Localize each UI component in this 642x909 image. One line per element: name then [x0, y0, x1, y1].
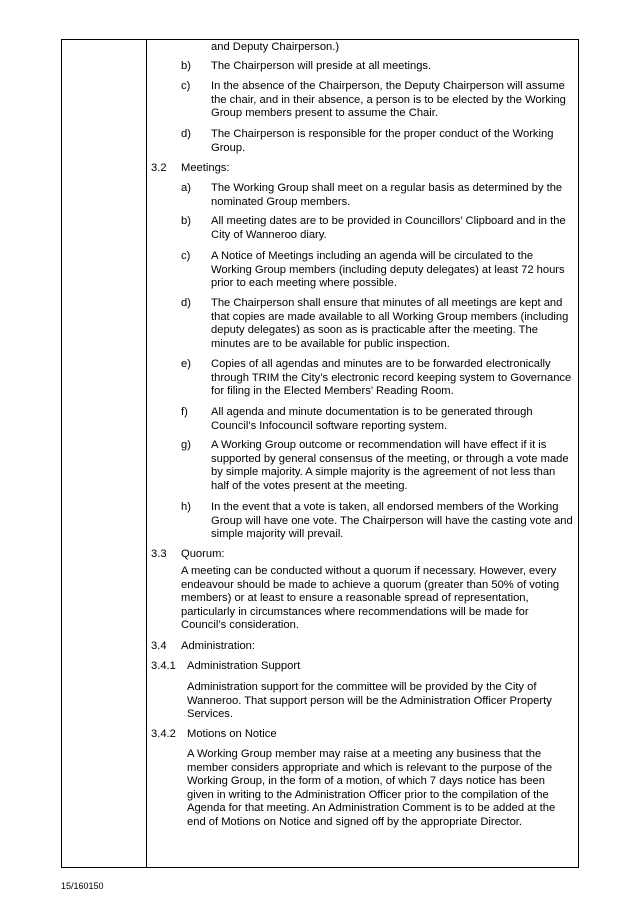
- list-item-text: Copies of all agendas and minutes are to be forwarded electronically through TRIM the City’s electronic record keeping system to Governance for filing in the Elected Members’ Reading Room.: [211, 358, 572, 398]
- list-item-letter: f): [181, 406, 188, 418]
- list-item-text: and Deputy Chairperson.): [211, 41, 340, 53]
- document-table: [61, 39, 579, 868]
- list-item-text: All meeting dates are to be provided in Councillors’ Clipboard and in the City of Wanneroo diary.: [211, 215, 566, 241]
- subsection-number: 3.4.1: [151, 660, 176, 672]
- subsection-title: Motions on Notice: [187, 728, 277, 740]
- list-item-letter: a): [181, 182, 191, 194]
- list-item-text: In the absence of the Chairperson, the Deputy Chairperson will assume the chair, and in their absence, a person is to be elected by the Working Group members present to assume the Chair.: [211, 80, 566, 120]
- paragraph-text: Administration support for the committee will be provided by the City of Wanneroo. That support person will be the Administration Officer Property Services.: [187, 681, 552, 721]
- list-item-letter: g): [181, 439, 191, 451]
- list-item-letter: c): [181, 80, 191, 92]
- list-item-letter: d): [181, 297, 191, 309]
- list-item-letter: c): [181, 250, 191, 262]
- list-item-letter: h): [181, 501, 191, 513]
- list-item-text: The Working Group shall meet on a regular basis as determined by the nominated Group members.: [211, 182, 563, 208]
- list-item-letter: e): [181, 358, 191, 370]
- section-title: Meetings:: [181, 162, 230, 174]
- list-item-text: A Working Group outcome or recommendation will have effect if it is supported by general consensus of the meeting, or through a vote made by simple majority. A simple majority is the agreement of not less than half of the votes present at the meeting.: [211, 439, 569, 492]
- section-title: Quorum:: [181, 548, 225, 560]
- list-item-letter: b): [181, 215, 191, 227]
- subsection-title: Administration Support: [187, 660, 301, 672]
- paragraph-text: A meeting can be conducted without a quorum if necessary. However, every endeavour should be made to achieve a quorum (greater than 50% of voting members) or at least to ensure a reasonable spread of representation, particularly in circumstances where recommendations will be made for Council’s consideration.: [181, 565, 560, 632]
- table-content-cell: [148, 40, 578, 867]
- section-number: 3.4: [151, 640, 167, 652]
- section-number: 3.2: [151, 162, 167, 174]
- list-item-text: The Chairperson shall ensure that minutes of all meetings are kept and that copies are made available to all Working Group members (including deputy delegates) as soon as is practicable after the meeting. The minutes are to be available for public inspection.: [211, 297, 569, 350]
- column-divider: [146, 40, 147, 867]
- list-item-text: In the event that a vote is taken, all endorsed members of the Working Group will have one vote. The Chairperson will have the casting vote and simple majority will prevail.: [211, 501, 573, 541]
- subsection-number: 3.4.2: [151, 728, 176, 740]
- list-item-text: All agenda and minute documentation is to be generated through Council’s Infocouncil software reporting system.: [211, 406, 533, 432]
- list-item-text: A Notice of Meetings including an agenda will be circulated to the Working Group members (including deputy delegates) at least 72 hours prior to each meeting where possible.: [211, 250, 565, 290]
- section-title: Administration:: [181, 640, 255, 652]
- list-item-letter: d): [181, 128, 191, 140]
- list-item-text: The Chairperson is responsible for the proper conduct of the Working Group.: [211, 128, 554, 154]
- paragraph-text: A Working Group member may raise at a meeting any business that the member considers appropriate and which is relevant to the purpose of the Working Group, in the form of a motion, of which 7 days notice has been given in writing to the Administration Officer prior to the compilation of the Agenda for that meeting. An Administration Comment is to be added at the end of Motions on Notice and signed off by the appropriate Director.: [187, 748, 556, 828]
- document-reference: 15/160150: [61, 881, 104, 891]
- list-item-letter: b): [181, 60, 191, 72]
- list-item-text: The Chairperson will preside at all meetings.: [211, 60, 432, 72]
- section-number: 3.3: [151, 548, 167, 560]
